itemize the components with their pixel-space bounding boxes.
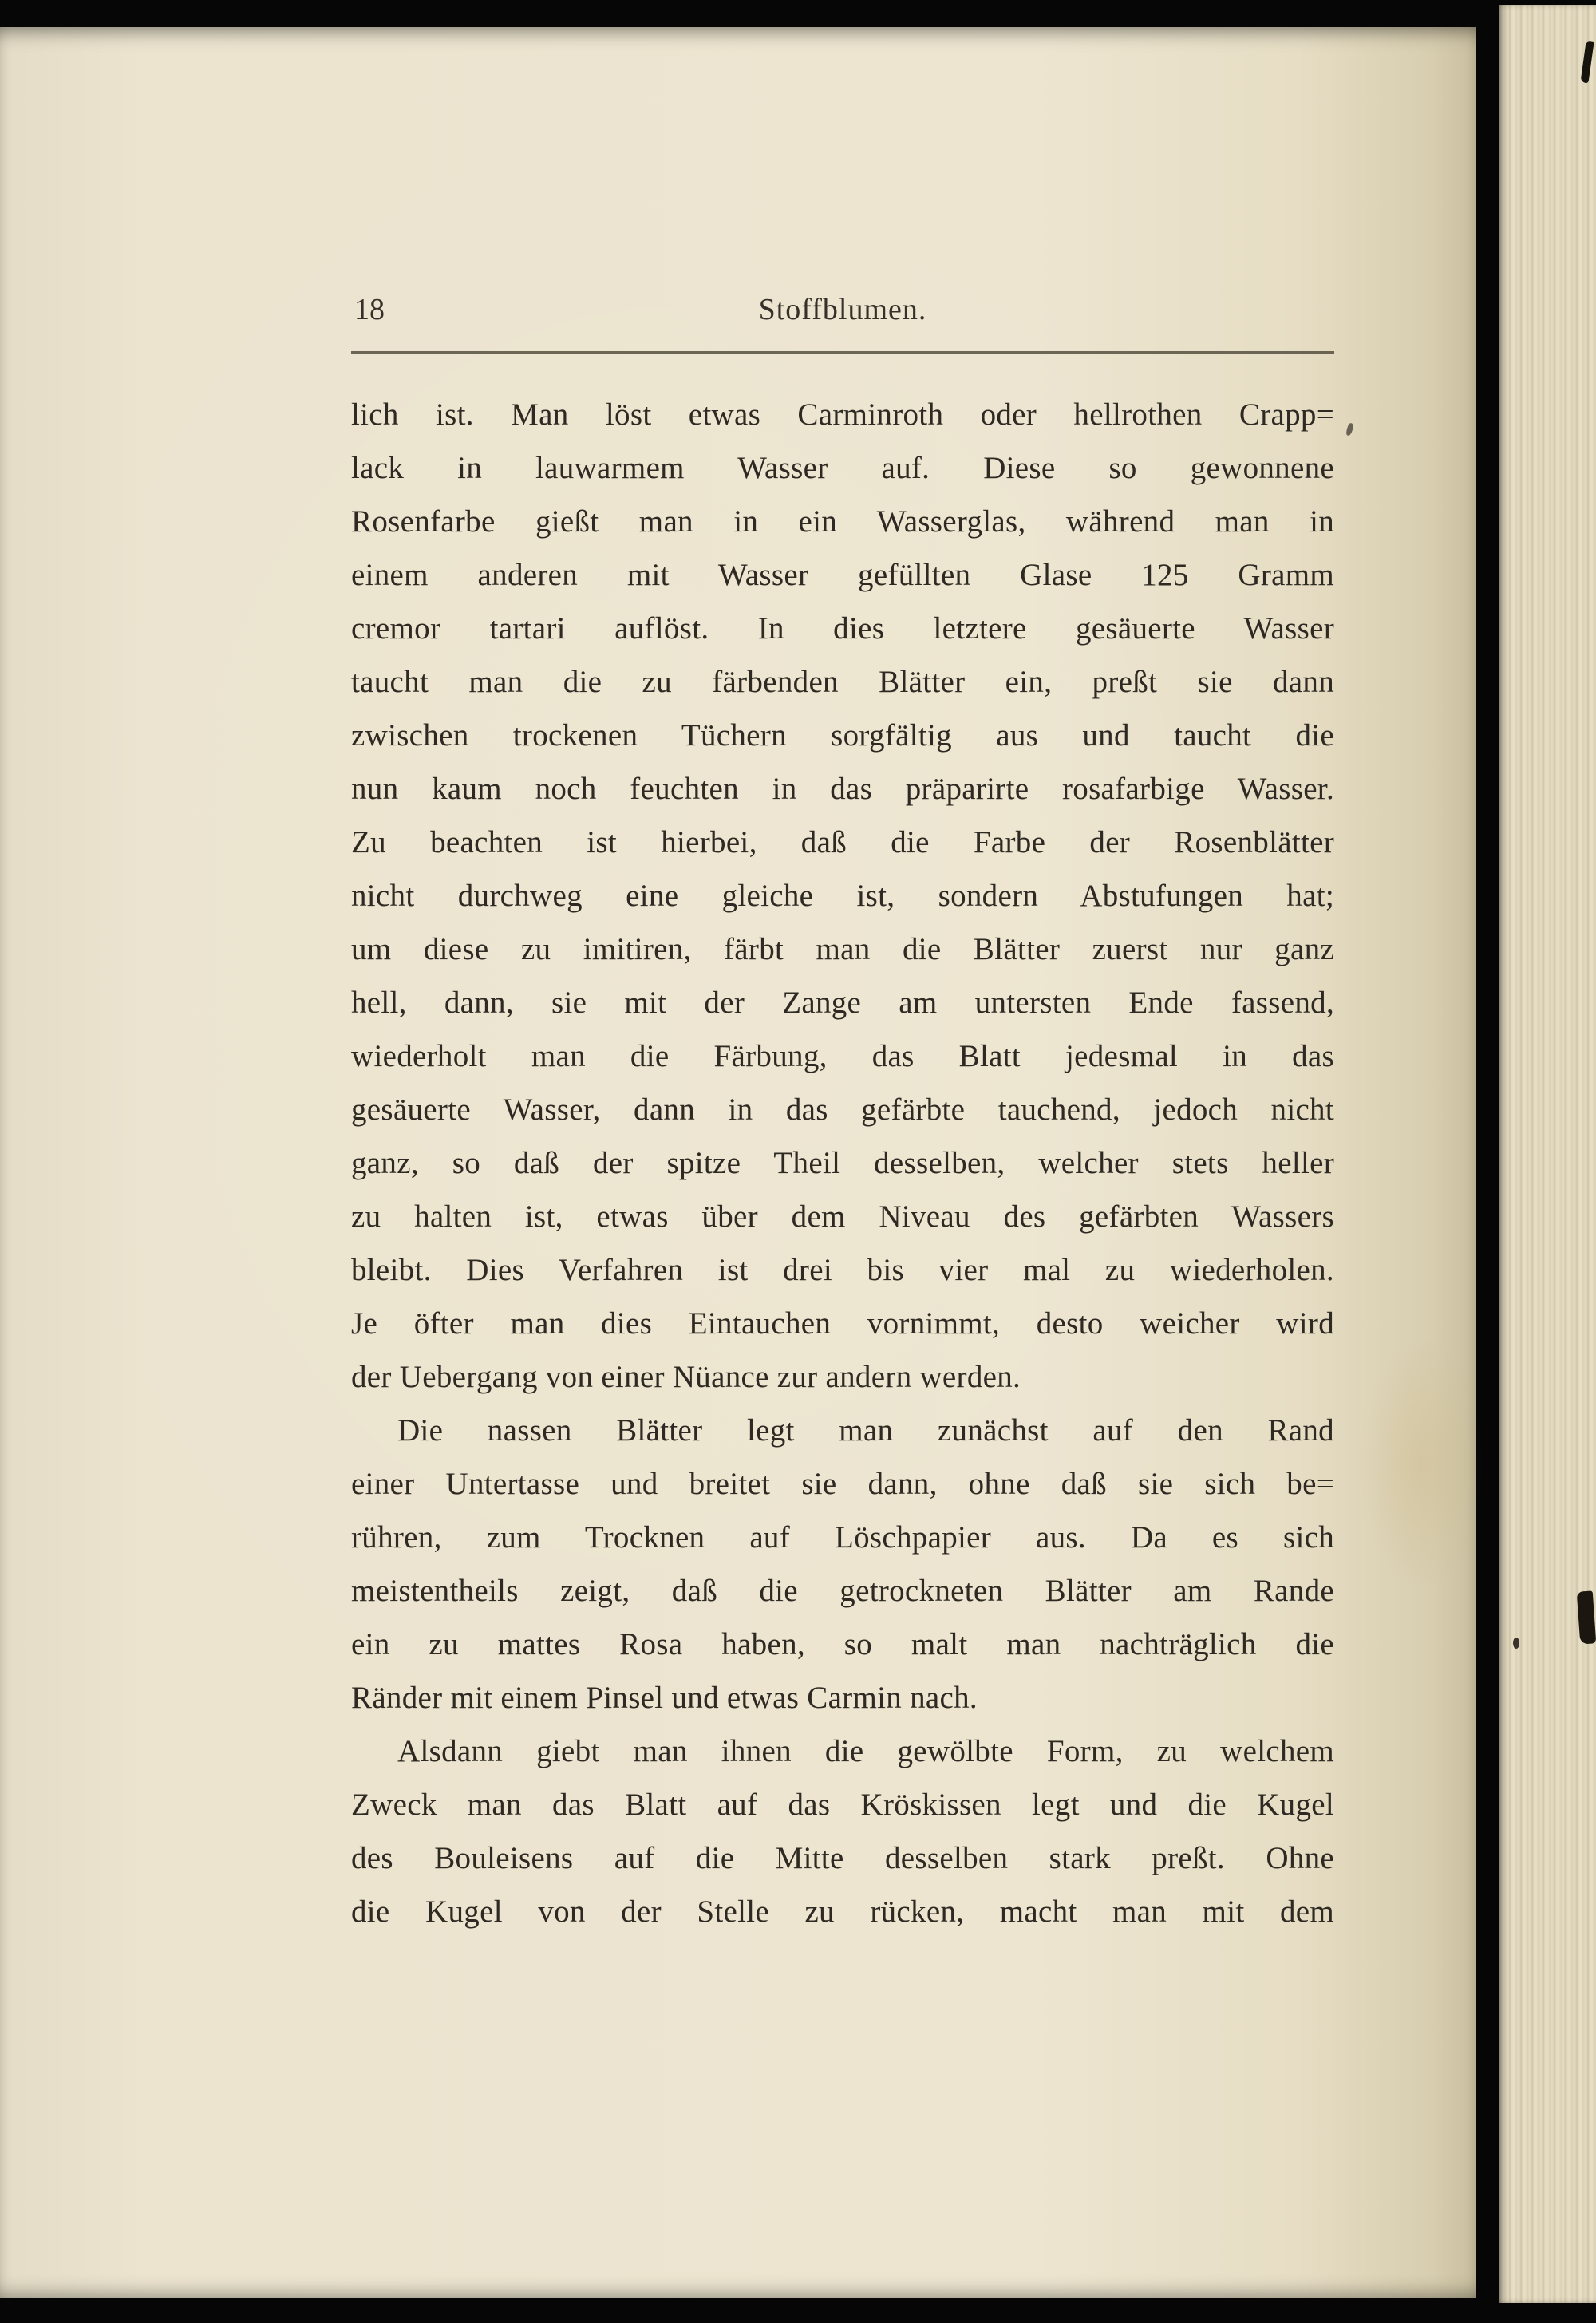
- page-header: [351, 292, 1334, 334]
- book-page: [0, 27, 1476, 2298]
- text-line: wiederholt man die Färbung, das Blatt jedesmal in das: [351, 1039, 1334, 1073]
- text-line: Zu beachten ist hierbei, daß die Farbe der Rosenblätter: [351, 825, 1334, 859]
- ink-speck: [1345, 422, 1354, 436]
- text-line: des Bouleisens auf die Mitte desselben stark preßt. Ohne: [351, 1841, 1334, 1875]
- text-line: cremor tartari auflöst. In dies letztere gesäuerte Wasser: [351, 611, 1334, 646]
- page-edges-strip: [1499, 5, 1596, 2303]
- header-rule: [351, 351, 1334, 354]
- text-line: Je öfter man dies Eintauchen vornimmt, desto weicher wird: [351, 1306, 1334, 1341]
- text-block: [351, 388, 1334, 1938]
- text-line: nun kaum noch feuchten in das präparirte rosafarbige Wasser.: [351, 772, 1334, 806]
- page-number: 18: [354, 293, 385, 326]
- text-line: Alsdann giebt man ihnen die gewölbte Form, zu welchem: [397, 1734, 1334, 1768]
- text-line: hell, dann, sie mit der Zange am untersten Ende fassend,: [351, 986, 1334, 1020]
- text-line: ganz, so daß der spitze Theil desselben, welcher stets heller: [351, 1146, 1334, 1180]
- edge-speck: [1513, 1638, 1519, 1649]
- text-line: um diese zu imitiren, färbt man die Blätter zuerst nur ganz: [351, 932, 1334, 966]
- text-line: meistentheils zeigt, daß die getrockneten Blätter am Rande: [351, 1574, 1334, 1608]
- running-header: Stoffblumen.: [758, 293, 927, 326]
- text-line: rühren, zum Trocknen auf Löschpapier aus. Da es sich: [351, 1520, 1334, 1555]
- edge-mark-middle: [1577, 1590, 1596, 1644]
- text-line: lack in lauwarmem Wasser auf. Diese so gewonnene: [351, 451, 1334, 485]
- text-line: die Kugel von der Stelle zu rücken, macht man mit dem: [351, 1894, 1334, 1929]
- text-line: einer Untertasse und breitet sie dann, ohne daß sie sich be=: [351, 1467, 1334, 1501]
- text-line: der Uebergang von einer Nüance zur andern werden.: [351, 1360, 1021, 1394]
- text-line: Die nassen Blätter legt man zunächst auf den Rand: [397, 1413, 1334, 1448]
- text-line: Ränder mit einem Pinsel und etwas Carmin nach.: [351, 1681, 978, 1715]
- text-line: bleibt. Dies Verfahren ist drei bis vier mal zu wiederholen.: [351, 1253, 1334, 1287]
- text-line: gesäuerte Wasser, dann in das gefärbte tauchend, jedoch nicht: [351, 1092, 1334, 1127]
- text-line: nicht durchweg eine gleiche ist, sondern Abstufungen hat;: [351, 879, 1334, 913]
- text-line: einem anderen mit Wasser gefüllten Glase 125 Gramm: [351, 558, 1334, 592]
- text-line: zu halten ist, etwas über dem Niveau des gefärbten Wassers: [351, 1199, 1334, 1234]
- text-line: Rosenfarbe gießt man in ein Wasserglas, während man in: [351, 504, 1334, 539]
- text-line: taucht man die zu färbenden Blätter ein, preßt sie dann: [351, 665, 1334, 699]
- paper-stain: [1357, 1336, 1484, 1591]
- text-line: zwischen trockenen Tüchern sorgfältig aus und taucht die: [351, 718, 1334, 753]
- text-line: lich ist. Man löst etwas Carminroth oder hellrothen Crapp=: [351, 397, 1334, 432]
- text-line: Zweck man das Blatt auf das Kröskissen legt und die Kugel: [351, 1788, 1334, 1822]
- text-line: ein zu mattes Rosa haben, so malt man nachträglich die: [351, 1627, 1334, 1661]
